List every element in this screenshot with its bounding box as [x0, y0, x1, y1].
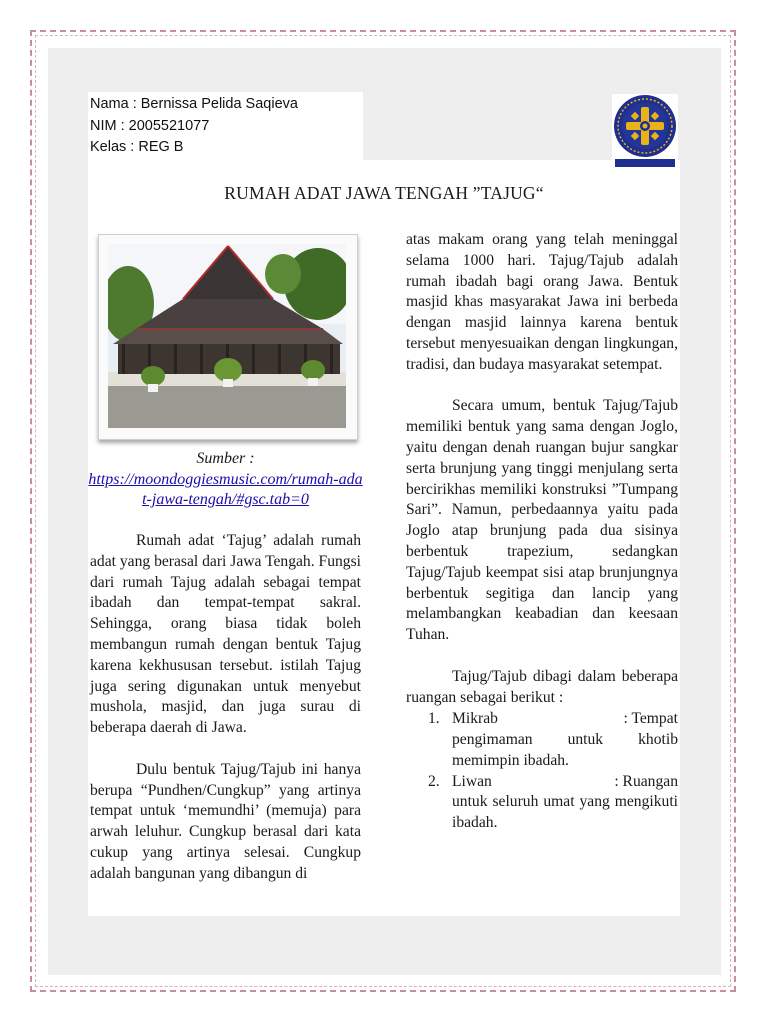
image-caption: [88, 449, 363, 511]
source-link[interactable]: https://moondoggiesmusic.com/rumah-adat-jawa-tengah/#gsc.tab=0: [88, 470, 363, 508]
list-item: [406, 772, 678, 834]
list-item: [406, 709, 678, 771]
list-term: Mikrab: [452, 710, 498, 728]
student-class: Kelas : REG B: [90, 139, 184, 155]
list-number: 2.: [428, 772, 440, 790]
student-name: Nama : Bernissa Pelida Saqieva: [90, 96, 298, 112]
list-desc: pengimaman untuk khotib memimpin ibadah.: [452, 730, 678, 769]
student-nim: NIM : 2005521077: [90, 117, 210, 134]
list-desc: untuk seluruh umat yang mengikuti ibadah.: [452, 793, 678, 832]
university-logo: [612, 94, 678, 168]
paragraph: Dulu bentuk Tajug/Tajub ini hanya berupa “Pundhen/Cungkup” yang artinya tempat untuk ‘memundhi’ (memuja) para arwah leluhur. Cungkup berasal dari kata cukup yang artinya selesai. Cungkup adalah bangunan yang dibangun di: [90, 760, 361, 882]
right-column: [406, 230, 678, 834]
paragraph: Secara umum, bentuk Tajug/Tajub memiliki bentuk yang sama dengan Joglo, yaitu dengan denah ruangan bujur sangkar serta brunjung yang tinggi menjulang serta bercirikhas memiliki konstruksi ”Tumpang Sari”. Namun, perbedaannya yaitu pada Joglo atap brunjung pada dua sisinya berbentuk trapezium, sedangkan Tajug/Tajub keempat sisi atap brunjungnya berbentuk segitiga dan lancip yang melambangkan keabadian dan keesaan Tuhan.: [406, 397, 678, 644]
paragraph: Rumah adat ‘Tajug’ adalah rumah adat yang berasal dari Jawa Tengah. Fungsi dari rumah Tajug adalah sebagai tempat ibadah dan tempat-tempat sakral. Sehingga, orang biasa tidak boleh membangun rumah dengan bentuk Tajug karena kekhususan tersebut. istilah Tajug juga sering digunakan untuk menyebut mushola, masjid, dan juga surau di beberapa daerah di Jawa.: [90, 532, 361, 737]
student-info: [88, 92, 363, 160]
list-number: 1.: [428, 710, 440, 728]
universitas-udayana-seal-icon: [612, 94, 678, 168]
room-list: [406, 709, 678, 834]
document-title: RUMAH ADAT JAWA TENGAH ”TAJUG“: [224, 183, 544, 203]
list-term: Liwan: [452, 772, 492, 790]
caption-label: Sumber :: [196, 450, 255, 467]
list-desc-first: : Tempat: [623, 710, 678, 728]
list-desc-first: : Ruangan: [614, 772, 678, 790]
paragraph: Tajug/Tajub dibagi dalam beberapa ruangan sebagai berikut :: [406, 667, 678, 706]
left-column: [90, 531, 361, 905]
paragraph: atas makam orang yang telah meninggal selama 1000 hari. Tajug/Tajub adalah rumah ibadah bagi orang Jawa. Bentuk masjid khas masyarakat Jawa ini berbeda dengan masjid lainnya karena bentuk tersebut menyesuaikan dengan lingkungan, tradisi, dan budaya masyarakat setempat.: [406, 231, 678, 373]
tajug-house-photo: [108, 244, 346, 428]
house-photo-frame: [98, 234, 358, 440]
